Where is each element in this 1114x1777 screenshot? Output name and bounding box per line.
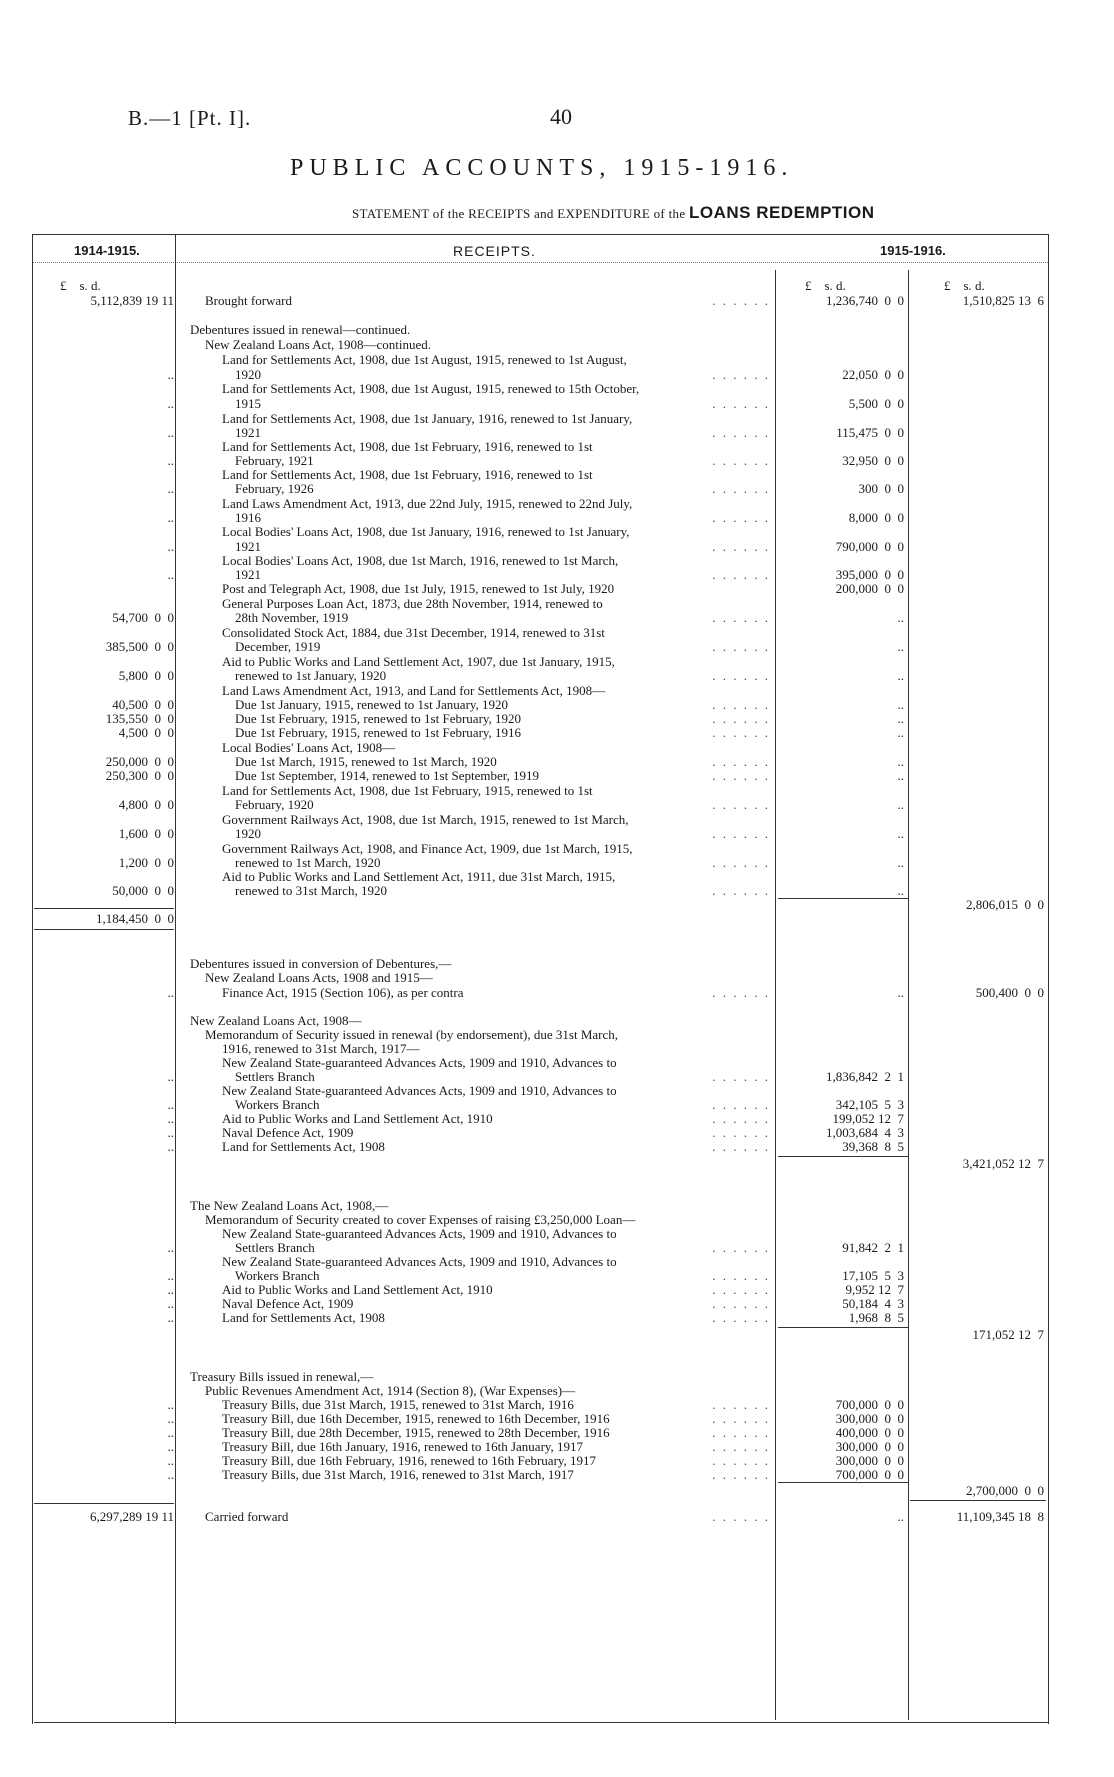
leader-dots: . . . . . . bbox=[712, 1397, 770, 1412]
receipt-description: Land for Settlements Act, 1908, due 1st August, 1915, renewed to 15th October, bbox=[222, 381, 640, 396]
receipt-description: Land for Settlements Act, 1908, due 1st February, 1915, renewed to 1st bbox=[222, 783, 593, 798]
leader-dots: . . . . . . bbox=[712, 1111, 770, 1126]
receipt-description: Government Railways Act, 1908, due 1st March, 1915, renewed to 1st March, bbox=[222, 812, 629, 827]
table-row bbox=[0, 610, 1052, 626]
curr-year-item-amount: 400,000 0 0 bbox=[835, 1425, 904, 1440]
receipt-description: Treasury Bill, due 16th December, 1915, renewed to 16th December, 1916 bbox=[222, 1411, 610, 1426]
prev-year-amount: .. bbox=[167, 1296, 174, 1311]
curr-year-total-amount: 11,109,345 18 8 bbox=[956, 1509, 1044, 1524]
prev-year-amount: .. bbox=[167, 567, 174, 582]
leader-dots: . . . . . . bbox=[712, 1139, 770, 1154]
receipt-description: General Purposes Loan Act, 1873, due 28th November, 1914, renewed to bbox=[222, 596, 603, 611]
table-row bbox=[0, 970, 1052, 986]
receipt-description: Land Laws Amendment Act, 1913, due 22nd July, 1915, renewed to 22nd July, bbox=[222, 496, 633, 511]
table-row bbox=[0, 911, 1052, 927]
prev-year-amount: .. bbox=[167, 1268, 174, 1283]
receipt-description: Treasury Bill, due 16th February, 1916, renewed to 16th February, 1917 bbox=[222, 1453, 597, 1468]
table-row bbox=[0, 481, 1052, 497]
prev-year-amount: 135,550 0 0 bbox=[105, 711, 174, 726]
leader-dots: . . . . . . bbox=[712, 1439, 770, 1454]
leader-dots: . . . . . . bbox=[712, 1282, 770, 1297]
receipt-description: 1920 bbox=[235, 826, 261, 841]
receipt-description: Local Bodies' Loans Act, 1908, due 1st March, 1916, renewed to 1st March, bbox=[222, 553, 619, 568]
subtitle-prefix: STATEMENT of the RECEIPTS and EXPENDITURE of the bbox=[352, 206, 686, 221]
curr-year-item-amount: 342,105 5 3 bbox=[835, 1097, 904, 1112]
table-row bbox=[0, 337, 1052, 353]
leader-dots: . . . . . . bbox=[712, 1069, 770, 1084]
currency-header-a2: £ s. d. bbox=[944, 278, 985, 293]
leader-dots: . . . . . . bbox=[712, 367, 770, 382]
statement-subtitle bbox=[352, 203, 875, 223]
curr-year-item-amount: 300 0 0 bbox=[858, 481, 904, 496]
receipt-description: The New Zealand Loans Act, 1908,— bbox=[190, 1198, 389, 1213]
receipt-description: Brought forward bbox=[205, 293, 293, 308]
curr-year-item-amount: 39,368 8 5 bbox=[842, 1139, 904, 1154]
prev-year-amount: .. bbox=[167, 1240, 174, 1255]
receipt-description: Local Bodies' Loans Act, 1908— bbox=[222, 740, 396, 755]
receipt-description: Treasury Bills issued in renewal,— bbox=[190, 1369, 374, 1384]
curr-year-item-amount: 50,184 4 3 bbox=[842, 1296, 904, 1311]
curr-year-item-amount: 395,000 0 0 bbox=[835, 567, 904, 582]
receipt-description: Land for Settlements Act, 1908 bbox=[222, 1310, 385, 1325]
curr-year-item-amount: .. bbox=[897, 754, 904, 769]
leader-dots: . . . . . . bbox=[712, 639, 770, 654]
receipt-description: Debentures issued in conversion of Debentures,— bbox=[190, 956, 452, 971]
leader-dots: . . . . . . bbox=[712, 697, 770, 712]
curr-year-item-amount: 790,000 0 0 bbox=[835, 539, 904, 554]
leader-dots: . . . . . . bbox=[712, 1467, 770, 1482]
prev-year-amount: .. bbox=[167, 1397, 174, 1412]
curr-year-item-amount: 22,050 0 0 bbox=[842, 367, 904, 382]
prev-year-amount: .. bbox=[167, 1111, 174, 1126]
receipt-description: Consolidated Stock Act, 1884, due 31st December, 1914, renewed to 31st bbox=[222, 625, 605, 640]
prev-year-amount: 6,297,289 19 11 bbox=[89, 1509, 174, 1524]
page-number: 40 bbox=[550, 104, 572, 129]
receipt-description: Local Bodies' Loans Act, 1908, due 1st January, 1916, renewed to 1st January, bbox=[222, 524, 630, 539]
receipt-description: Naval Defence Act, 1909 bbox=[222, 1296, 354, 1311]
leader-dots: . . . . . . bbox=[712, 481, 770, 496]
leader-dots: . . . . . . bbox=[712, 425, 770, 440]
leader-dots: . . . . . . bbox=[712, 610, 770, 625]
curr-year-item-amount: 300,000 0 0 bbox=[835, 1453, 904, 1468]
leader-dots: . . . . . . bbox=[712, 1125, 770, 1140]
leader-dots: . . . . . . bbox=[712, 725, 770, 740]
receipt-description: renewed to 31st March, 1920 bbox=[235, 883, 387, 898]
total-rule-prev bbox=[34, 1503, 174, 1504]
receipt-description: Land for Settlements Act, 1908, due 1st August, 1915, renewed to 1st August, bbox=[222, 352, 627, 367]
curr-year-item-amount: 300,000 0 0 bbox=[835, 1439, 904, 1454]
receipt-description: Debentures issued in renewal—continued. bbox=[190, 322, 411, 337]
prev-year-amount: 1,184,450 0 0 bbox=[96, 911, 174, 926]
receipt-description: Post and Telegraph Act, 1908, due 1st July, 1915, renewed to 1st July, 1920 bbox=[222, 581, 615, 596]
receipt-description: Workers Branch bbox=[235, 1268, 320, 1283]
prev-year-amount: .. bbox=[167, 1467, 174, 1482]
prev-year-amount: .. bbox=[167, 367, 174, 382]
curr-year-item-amount: 9,952 12 7 bbox=[845, 1282, 904, 1297]
prev-year-amount: 250,300 0 0 bbox=[105, 768, 174, 783]
curr-year-item-amount: 17,105 5 3 bbox=[842, 1268, 904, 1283]
curr-year-total-amount: 2,700,000 0 0 bbox=[966, 1483, 1044, 1498]
receipt-description: 28th November, 1919 bbox=[235, 610, 349, 625]
receipt-description: Due 1st January, 1915, renewed to 1st January, 1920 bbox=[235, 697, 509, 712]
prev-year-amount: .. bbox=[167, 1139, 174, 1154]
receipt-description: Treasury Bills, due 31st March, 1916, renewed to 31st March, 1917 bbox=[222, 1467, 574, 1482]
leader-dots: . . . . . . bbox=[712, 396, 770, 411]
leader-dots: . . . . . . bbox=[712, 1296, 770, 1311]
table-row bbox=[0, 725, 1052, 741]
prev-year-amount: 4,800 0 0 bbox=[118, 797, 174, 812]
receipt-description: Treasury Bill, due 28th December, 1915, renewed to 28th December, 1916 bbox=[222, 1425, 610, 1440]
receipt-description: Finance Act, 1915 (Section 106), as per contra bbox=[222, 985, 464, 1000]
curr-year-item-amount: .. bbox=[897, 711, 904, 726]
receipt-description: 1921 bbox=[235, 425, 261, 440]
prev-year-amount: .. bbox=[167, 539, 174, 554]
receipt-description: Memorandum of Security created to cover Expenses of raising £3,250,000 Loan— bbox=[205, 1212, 636, 1227]
curr-year-item-amount: 1,236,740 0 0 bbox=[826, 293, 904, 308]
curr-year-item-amount: .. bbox=[897, 697, 904, 712]
leader-dots: . . . . . . bbox=[712, 768, 770, 783]
curr-year-item-amount: .. bbox=[897, 639, 904, 654]
table-row bbox=[0, 639, 1052, 655]
receipt-description: Treasury Bills, due 31st March, 1915, renewed to 31st March, 1916 bbox=[222, 1397, 574, 1412]
table-row bbox=[0, 352, 1052, 368]
receipt-description: Due 1st February, 1915, renewed to 1st February, 1916 bbox=[235, 725, 522, 740]
subtotal-rule-prev-under bbox=[34, 929, 174, 930]
curr-year-item-amount: 1,968 8 5 bbox=[848, 1310, 904, 1325]
receipt-description: Land for Settlements Act, 1908, due 1st January, 1916, renewed to 1st January, bbox=[222, 411, 633, 426]
table-row bbox=[0, 1327, 1052, 1343]
receipt-description: 1916 bbox=[235, 510, 261, 525]
prev-year-amount: 54,700 0 0 bbox=[112, 610, 174, 625]
prev-year-amount: .. bbox=[167, 1282, 174, 1297]
receipt-description: Land for Settlements Act, 1908 bbox=[222, 1139, 385, 1154]
prev-year-amount: .. bbox=[167, 1097, 174, 1112]
curr-year-item-amount: .. bbox=[897, 610, 904, 625]
prev-year-amount: 250,000 0 0 bbox=[105, 754, 174, 769]
receipt-description: New Zealand Loans Act, 1908—continued. bbox=[205, 337, 431, 352]
curr-year-item-amount: 200,000 0 0 bbox=[835, 581, 904, 596]
curr-year-item-amount: .. bbox=[897, 768, 904, 783]
prev-year-amount: .. bbox=[167, 1425, 174, 1440]
curr-year-item-amount: .. bbox=[897, 797, 904, 812]
curr-year-item-amount: 115,475 0 0 bbox=[836, 425, 904, 440]
prev-year-amount: .. bbox=[167, 425, 174, 440]
document-code: B.—1 [Pt. I]. bbox=[128, 106, 252, 130]
table-row bbox=[0, 1310, 1052, 1326]
receipt-description: 1921 bbox=[235, 539, 261, 554]
receipt-description: renewed to 1st January, 1920 bbox=[235, 668, 387, 683]
leader-dots: . . . . . . bbox=[712, 826, 770, 841]
receipt-description: New Zealand State-guaranteed Advances Acts, 1909 and 1910, Advances to bbox=[222, 1254, 617, 1269]
table-row bbox=[0, 797, 1052, 813]
leader-dots: . . . . . . bbox=[712, 1411, 770, 1426]
receipt-description: Naval Defence Act, 1909 bbox=[222, 1125, 354, 1140]
leader-dots: . . . . . . bbox=[712, 510, 770, 525]
receipt-description: Land for Settlements Act, 1908, due 1st February, 1916, renewed to 1st bbox=[222, 467, 593, 482]
table-row bbox=[0, 1509, 1052, 1525]
prev-year-amount: .. bbox=[167, 481, 174, 496]
leader-dots: . . . . . . bbox=[712, 1509, 770, 1524]
leader-dots: . . . . . . bbox=[712, 1240, 770, 1255]
table-row bbox=[0, 1483, 1052, 1499]
table-row bbox=[0, 826, 1052, 842]
prev-year-amount: .. bbox=[167, 1125, 174, 1140]
receipt-description: Public Revenues Amendment Act, 1914 (Section 8), (War Expenses)— bbox=[205, 1383, 576, 1398]
leader-dots: . . . . . . bbox=[712, 453, 770, 468]
receipt-description: New Zealand Loans Acts, 1908 and 1915— bbox=[205, 970, 433, 985]
prev-year-amount: .. bbox=[167, 1453, 174, 1468]
col-header-curr-year: 1915-1916. bbox=[880, 243, 946, 258]
table-row bbox=[0, 293, 1052, 309]
leader-dots: . . . . . . bbox=[712, 754, 770, 769]
leader-dots: . . . . . . bbox=[712, 985, 770, 1000]
receipt-description: Aid to Public Works and Land Settlement Act, 1910 bbox=[222, 1282, 493, 1297]
table-row bbox=[0, 1156, 1052, 1172]
table-row bbox=[0, 668, 1052, 684]
prev-year-amount: 50,000 0 0 bbox=[112, 883, 174, 898]
table-row bbox=[0, 768, 1052, 784]
receipt-description: 1915 bbox=[235, 396, 261, 411]
curr-year-total-amount: 2,806,015 0 0 bbox=[966, 897, 1044, 912]
leader-dots: . . . . . . bbox=[712, 797, 770, 812]
receipt-description: Settlers Branch bbox=[235, 1240, 315, 1255]
curr-year-item-amount: 1,836,842 2 1 bbox=[826, 1069, 904, 1084]
leader-dots: . . . . . . bbox=[712, 1425, 770, 1440]
receipt-description: Aid to Public Works and Land Settlement Act, 1907, due 1st January, 1915, bbox=[222, 654, 615, 669]
receipt-description: Workers Branch bbox=[235, 1097, 320, 1112]
curr-year-total-amount: 1,510,825 13 6 bbox=[962, 293, 1044, 308]
leader-dots: . . . . . . bbox=[712, 855, 770, 870]
curr-year-item-amount: .. bbox=[897, 985, 904, 1000]
receipt-description: Memorandum of Security issued in renewal (by endorsement), due 31st March, bbox=[205, 1027, 619, 1042]
prev-year-amount: 385,500 0 0 bbox=[105, 639, 174, 654]
receipt-description: New Zealand State-guaranteed Advances Acts, 1909 and 1910, Advances to bbox=[222, 1083, 617, 1098]
prev-year-amount: 1,200 0 0 bbox=[118, 855, 174, 870]
curr-year-item-amount: 32,950 0 0 bbox=[842, 453, 904, 468]
curr-year-item-amount: 5,500 0 0 bbox=[848, 396, 904, 411]
leader-dots: . . . . . . bbox=[712, 1268, 770, 1283]
prev-year-amount: 1,600 0 0 bbox=[118, 826, 174, 841]
receipt-description: renewed to 1st March, 1920 bbox=[235, 855, 381, 870]
leader-dots: . . . . . . bbox=[712, 293, 770, 308]
curr-year-item-amount: .. bbox=[897, 725, 904, 740]
receipt-description: Settlers Branch bbox=[235, 1069, 315, 1084]
prev-year-amount: .. bbox=[167, 453, 174, 468]
prev-year-amount: .. bbox=[167, 396, 174, 411]
leader-dots: . . . . . . bbox=[712, 711, 770, 726]
leader-dots: . . . . . . bbox=[712, 567, 770, 582]
curr-year-total-amount: 3,421,052 12 7 bbox=[962, 1156, 1044, 1171]
table-row bbox=[0, 1139, 1052, 1155]
prev-year-amount: .. bbox=[167, 510, 174, 525]
receipt-description: 1916, renewed to 31st March, 1917— bbox=[222, 1041, 420, 1056]
curr-year-item-amount: .. bbox=[897, 826, 904, 841]
receipt-description: Due 1st March, 1915, renewed to 1st March, 1920 bbox=[235, 754, 497, 769]
curr-year-item-amount: 300,000 0 0 bbox=[835, 1411, 904, 1426]
page-title: PUBLIC ACCOUNTS, 1915-1916. bbox=[290, 155, 794, 181]
prev-year-amount: 4,500 0 0 bbox=[118, 725, 174, 740]
prev-year-amount: 40,500 0 0 bbox=[112, 697, 174, 712]
prev-year-amount: 5,112,839 19 11 bbox=[90, 293, 174, 308]
currency-header-a1: £ s. d. bbox=[805, 278, 846, 293]
prev-year-amount: .. bbox=[167, 1411, 174, 1426]
table-top-rule bbox=[32, 234, 1048, 235]
table-row bbox=[0, 985, 1052, 1001]
leader-dots: . . . . . . bbox=[712, 883, 770, 898]
header-rule bbox=[32, 262, 1048, 263]
receipt-description: Aid to Public Works and Land Settlement Act, 1910 bbox=[222, 1111, 493, 1126]
prev-year-amount: .. bbox=[167, 985, 174, 1000]
receipt-description: New Zealand State-guaranteed Advances Acts, 1909 and 1910, Advances to bbox=[222, 1055, 617, 1070]
curr-year-item-amount: .. bbox=[897, 1509, 904, 1524]
receipt-description: Aid to Public Works and Land Settlement Act, 1911, due 31st March, 1915, bbox=[222, 869, 616, 884]
prev-year-amount: .. bbox=[167, 1069, 174, 1084]
table-row bbox=[0, 396, 1052, 412]
table-bottom-rule bbox=[34, 1722, 1048, 1723]
curr-year-total-amount: 171,052 12 7 bbox=[972, 1327, 1044, 1342]
prev-year-amount: .. bbox=[167, 1439, 174, 1454]
col-header-prev-year: 1914-1915. bbox=[74, 243, 140, 258]
receipt-description: 1921 bbox=[235, 567, 261, 582]
col-header-receipts: RECEIPTS. bbox=[453, 243, 536, 259]
receipt-description: 1920 bbox=[235, 367, 261, 382]
curr-year-item-amount: 1,003,684 4 3 bbox=[826, 1125, 904, 1140]
curr-year-total-amount: 500,400 0 0 bbox=[975, 985, 1044, 1000]
receipt-description: New Zealand State-guaranteed Advances Acts, 1909 and 1910, Advances to bbox=[222, 1226, 617, 1241]
receipt-description: December, 1919 bbox=[235, 639, 321, 654]
curr-year-item-amount: 8,000 0 0 bbox=[848, 510, 904, 525]
subtitle-bold: LOANS REDEMPTION bbox=[688, 203, 875, 222]
curr-year-item-amount: .. bbox=[897, 668, 904, 683]
curr-year-item-amount: 91,842 2 1 bbox=[842, 1240, 904, 1255]
receipt-description: Land Laws Amendment Act, 1913, and Land for Settlements Act, 1908— bbox=[222, 683, 606, 698]
leader-dots: . . . . . . bbox=[712, 1097, 770, 1112]
leader-dots: . . . . . . bbox=[712, 1310, 770, 1325]
leader-dots: . . . . . . bbox=[712, 539, 770, 554]
receipt-description: Due 1st February, 1915, renewed to 1st February, 1920 bbox=[235, 711, 522, 726]
table-row bbox=[0, 381, 1052, 397]
receipt-description: February, 1920 bbox=[235, 797, 314, 812]
table-row bbox=[0, 322, 1052, 338]
currency-header-prev: £ s. d. bbox=[60, 278, 101, 293]
curr-year-item-amount: 199,052 12 7 bbox=[832, 1111, 904, 1126]
total-rule bbox=[910, 1500, 1046, 1501]
curr-year-item-amount: .. bbox=[897, 883, 904, 898]
table-row bbox=[0, 1467, 1052, 1483]
table-row bbox=[0, 581, 1052, 597]
receipt-description: Land for Settlements Act, 1908, due 1st February, 1916, renewed to 1st bbox=[222, 439, 593, 454]
leader-dots: . . . . . . bbox=[712, 1453, 770, 1468]
receipt-description: February, 1921 bbox=[235, 453, 314, 468]
curr-year-item-amount: 700,000 0 0 bbox=[835, 1467, 904, 1482]
receipt-description: Government Railways Act, 1908, and Finance Act, 1909, due 1st March, 1915, bbox=[222, 841, 633, 856]
leader-dots: . . . . . . bbox=[712, 668, 770, 683]
prev-year-amount: .. bbox=[167, 1310, 174, 1325]
curr-year-item-amount: 700,000 0 0 bbox=[835, 1397, 904, 1412]
receipt-description: Due 1st September, 1914, renewed to 1st September, 1919 bbox=[235, 768, 540, 783]
prev-year-amount: 5,800 0 0 bbox=[118, 668, 174, 683]
table-row bbox=[0, 524, 1052, 540]
receipt-description: New Zealand Loans Act, 1908— bbox=[190, 1013, 362, 1028]
receipt-description: Treasury Bill, due 16th January, 1916, renewed to 16th January, 1917 bbox=[222, 1439, 584, 1454]
receipt-description: Carried forward bbox=[205, 1509, 289, 1524]
curr-year-item-amount: .. bbox=[897, 855, 904, 870]
receipt-description: February, 1926 bbox=[235, 481, 314, 496]
